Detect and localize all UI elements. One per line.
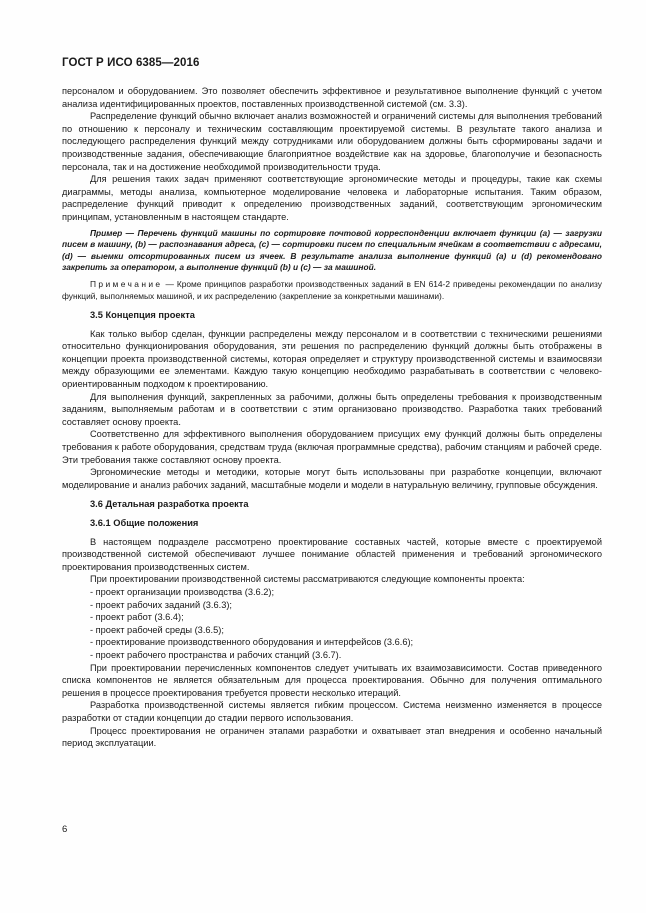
paragraph-concept-4: Эргономические методы и методики, которые могут быть использованы при разработке концепции, включают моделирование и анализ рабочих заданий, масштабные модели и модели в натуральную величину, групповые обсуждения. (62, 467, 602, 490)
document-header: ГОСТ Р ИСО 6385—2016 (62, 57, 200, 69)
paragraph-continuation: персоналом и оборудованием. Это позволяет обеспечить эффективное и результативное выполнение функций с учетом анализа идентифицированных проектов, поставленных производственной системой (см. 3.3). (62, 86, 602, 109)
list-item: - проект рабочей среды (3.6.5); (90, 624, 224, 635)
note-text: — Кроме принципов разработки производственных заданий в EN 614-2 приведены рекомендации по анализу функций, выполняемых машиной, и их распределению (закрепление за конкретными машинами). (62, 278, 602, 301)
page-number: 6 (62, 824, 68, 835)
note-paragraph (62, 279, 602, 302)
paragraph-methods: Для решения таких задач применяют соответствующие эргономические методы и процедуры, такие как схемы диаграммы, методы анализа, компьютерное моделирование человека и лабораторные испытания. Таким образом, распределение функций приводит к определению производственных заданий, соответствующим эргономическим принципам, установленным в настоящем стандарте. (62, 174, 602, 222)
paragraph-detail-2: При проектировании производственной системы рассматриваются следующие компоненты проекта: (90, 574, 525, 585)
paragraph-concept-2: Для выполнения функций, закрепленных за рабочими, должны быть определены требования к производственным заданиям, выполняемым работам и в соответствии с этим организовано производство. Разработка таких требований составляет основу проекта. (62, 391, 602, 427)
paragraph-concept-3: Соответственно для эффективного выполнения оборудованием присущих ему функций должны быть определены требования к работе оборудования, средствам труда (включая программные средства), рабочим станциям и рабочей среде. Эти требования также составляют основу проекта. (62, 429, 602, 465)
document-page (62, 57, 602, 750)
paragraph-detail-5: Процесс проектирования не ограничен этапами разработки и охватывает этап внедрения и особенно начальный период эксплуатации. (62, 725, 602, 749)
section-heading-3-5: 3.5 Концепция проекта (90, 310, 195, 321)
paragraph-detail-4: Разработка производственной системы является гибким процессом. Система неизменно изменяется в процессе разработки от стадии концепции до стадии первого использования. (62, 700, 602, 723)
section-heading-3-6: 3.6 Детальная разработка проекта (90, 499, 249, 510)
paragraph-detail-3: При проектировании перечисленных компонентов следует учитывать их взаимозависимости. Состав приведенного списка компонентов не является обязательным для процесса проектирования. Обычно для получения оптимального решения в процессе проектирования требуется провести несколько итераций. (62, 662, 602, 698)
paragraph-function-allocation: Распределение функций обычно включает анализ возможностей и ограничений системы для выполнения требований по отношению к персоналу и техническим составляющим проектируемой системы. В результате такого анализа и последующего распределения функций между сотрудниками или оборудованием должны быть сформированы задачи и производственные задания, обеспечивающие благоприятное воздействие как на здоровье, благополучие и безопасность персонала, так и на достижение необходимой производительности труда. (62, 111, 602, 172)
paragraph-concept-1: Как только выбор сделан, функции распределены между персоналом и в соответствии с техническими решениями относительно функционирования оборудования, эти решения по распределению функций должны быть отображены в концепции проекта производственной системы, которая определяет и структуру производственной системы и взаимосвязи между образующими ее элементами. Каждую такую концепцию необходимо разрабатывать в соответствии с человеко-ориентированным подходом к проектированию. (62, 328, 602, 390)
list-item: - проект рабочих заданий (3.6.3); (90, 599, 233, 610)
note-label: Примечание (90, 278, 163, 289)
list-item: - проект организации производства (3.6.2); (90, 586, 275, 597)
list-item: - проект работ (3.6.4); (90, 612, 184, 623)
list-item: - проект рабочего пространства и рабочих станций (3.6.7). (90, 649, 342, 660)
components-list (62, 586, 602, 662)
subsection-heading-3-6-1: 3.6.1 Общие положения (90, 518, 199, 528)
example-paragraph: Пример — Перечень функций машины по сортировке почтовой корреспонденции включает функции (а) — загрузки писем в машину, (b) — распознавания адреса, (с) — сортировки писем по специальным ячейкам в соответствии с адресами, (d) — выемки отсортированных писем из ячеек. В результате анализа выполнение функций (а) и (d) рекомендовано закрепить за оператором, а выполнение функций (b) и (с) — за машиной. (62, 227, 602, 273)
list-item: - проектирование производственного оборудования и интерфейсов (3.6.6); (90, 637, 414, 648)
paragraph-detail-1: В настоящем подразделе рассмотрено проектирование составных частей, которые вместе с проектируемой производственной системой обеспечивают лучшее понимание областей применения и требований эргономического проектирования производственных систем. (62, 536, 602, 572)
